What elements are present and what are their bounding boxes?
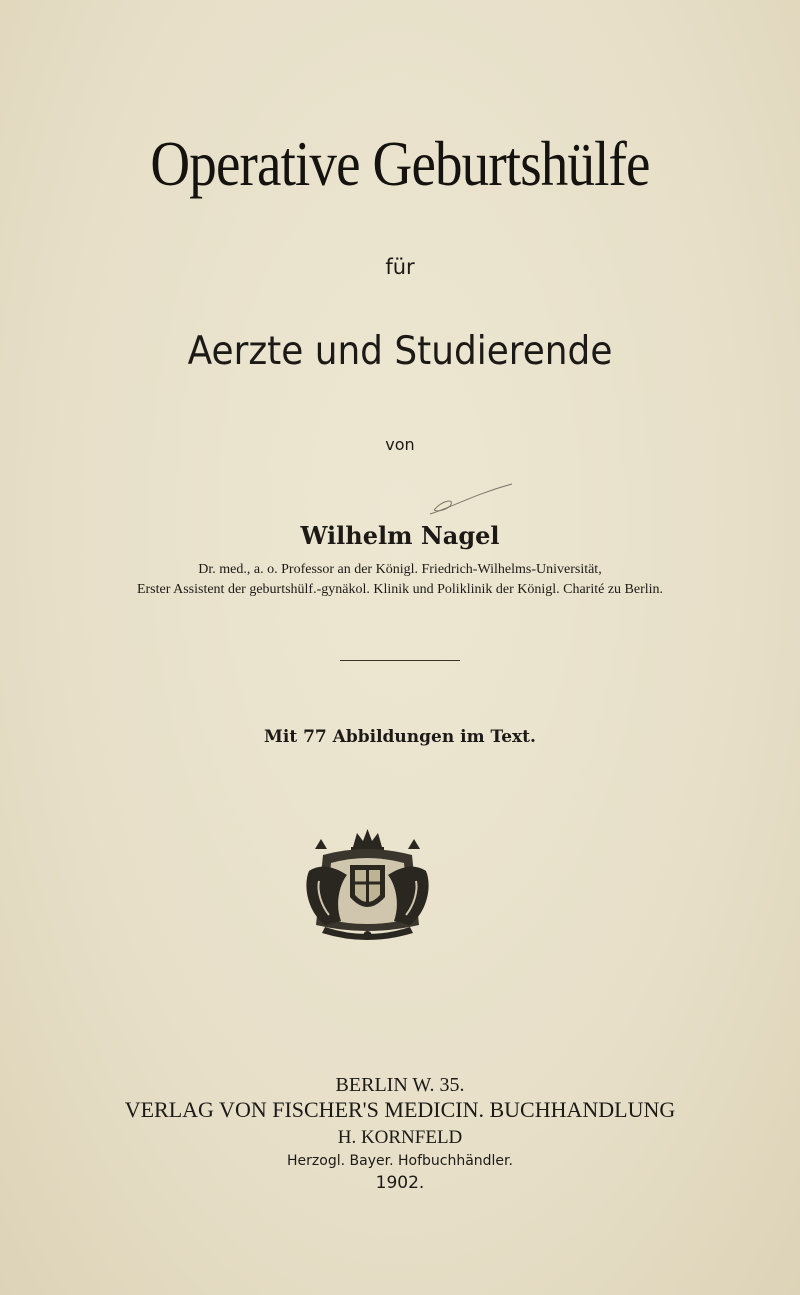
imprint-city: BERLIN W. 35. [335, 1074, 465, 1096]
audience-subtitle: Aerzte und Studierende [187, 329, 613, 374]
book-title: Operative Geburtshülfe [150, 128, 650, 199]
author-credentials-line-2: Erster Assistent der geburtshülf.-gynäkol. Klinik und Poliklinik der Königl. Charité zu Berlin. [136, 582, 664, 597]
imprint-warrant: Herzogl. Bayer. Hofbuchhändler. [287, 1153, 513, 1169]
imprint-owner: H. KORNFELD [337, 1127, 463, 1148]
author-credentials-line-1: Dr. med., a. o. Professor an der Königl. Friedrich-Wilhelms-Universität, [198, 562, 602, 577]
for-label: für [385, 255, 415, 279]
imprint-publisher: VERLAG VON FISCHER'S MEDICIN. BUCHHANDLUNG [124, 1097, 676, 1122]
by-label: von [385, 435, 415, 454]
illustrations-note: Mit 77 Abbildungen im Text. [264, 727, 536, 747]
author-name: Wilhelm Nagel [300, 521, 500, 550]
pencil-flourish-icon [420, 480, 520, 520]
imprint-year: 1902. [375, 1173, 425, 1193]
divider-rule [340, 660, 460, 661]
royal-coat-of-arms-icon [295, 825, 440, 945]
